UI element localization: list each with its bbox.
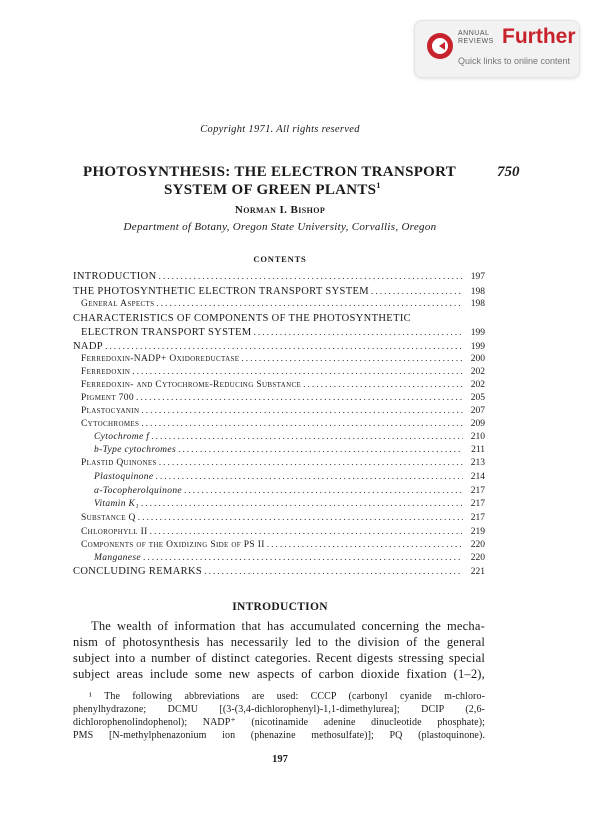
toc-entry[interactable]: Ferredoxin ..... 202 xyxy=(81,366,485,379)
toc-entry[interactable]: Chlorophyll II ..... 219 xyxy=(81,526,485,539)
body-text-line: subject areas include some new aspects of carbon dioxide fixation (1–2), xyxy=(73,667,485,681)
toc-entry[interactable]: Ferredoxin-NADP+ Oxidoreductase ..... 200 xyxy=(81,353,485,366)
footnote-line: ¹ The following abbreviations are used: CCCP (carbonyl cyanide m-chloro- xyxy=(89,691,485,702)
toc-entry[interactable]: NADP ..... 199 xyxy=(73,340,485,353)
toc-entry[interactable]: b-Type cytochromes ..... 211 xyxy=(94,444,485,457)
copyright-notice: Copyright 1971. All rights reserved xyxy=(200,124,360,135)
toc-entry[interactable]: Cytochrome f ..... 210 xyxy=(94,431,485,444)
toc-entry[interactable]: Plastoquinone ..... 214 xyxy=(94,471,485,484)
toc-entry[interactable]: INTRODUCTION ..... 197 xyxy=(73,270,485,283)
article-title-line-1: PHOTOSYNTHESIS: THE ELECTRON TRANSPORT xyxy=(83,164,457,180)
toc-entry[interactable]: Plastid Quinones ..... 213 xyxy=(81,457,485,470)
body-text-line: nism of photosynthesis has necessarily led to the division of the general xyxy=(73,635,485,649)
banner-publisher: ANNUAL REVIEWS xyxy=(458,30,494,45)
toc-entry[interactable]: General Aspects ..... 198 xyxy=(81,298,485,311)
body-text-line: subject into a number of distinct categories. Recent digests stressing special xyxy=(73,651,485,665)
footnote-line: PMS [N-methylphenazonium ion (phenazine methosulfate)]; PQ (plastoquinone). xyxy=(73,730,485,741)
footnote-line: dichlorophenolindophenol); NADP⁺ (nicotinamide adenine dinucleotide phosphate); xyxy=(73,717,485,728)
toc-entry[interactable]: Cytochromes ..... 209 xyxy=(81,418,485,431)
banner-title[interactable]: Further xyxy=(502,25,576,48)
article-code: 750 xyxy=(497,164,520,180)
footnote-line: phenylhydrazone; DCMU [(3-(3,4-dichlorophenyl)-1,1-dimethylurea]; DCIP (2,6- xyxy=(73,704,485,715)
banner-subtitle[interactable]: Quick links to online content xyxy=(458,56,571,66)
introduction-heading: INTRODUCTION xyxy=(232,601,328,613)
toc-entry[interactable]: THE PHOTOSYNTHETIC ELECTRON TRANSPORT SYSTEM ..... 198 xyxy=(73,285,485,298)
toc-entry[interactable]: Pigment 700 ..... 205 xyxy=(81,392,485,405)
toc-entry[interactable]: ELECTRON TRANSPORT SYSTEM ..... 199 xyxy=(81,326,485,339)
toc-entry[interactable]: CONCLUDING REMARKS ..... 221 xyxy=(73,565,485,578)
toc-entry[interactable]: α-Tocopherolquinone ..... 217 xyxy=(94,485,485,498)
page-number: 197 xyxy=(272,754,288,765)
further-banner[interactable] xyxy=(414,20,580,78)
article-title-line-2: SYSTEM OF GREEN PLANTS$^1$ xyxy=(164,181,381,198)
toc-entry[interactable]: Plastocyanin ..... 207 xyxy=(81,405,485,418)
toc-entry[interactable]: Ferredoxin- and Cytochrome-Reducing Substance ..... 202 xyxy=(81,379,485,392)
toc-entry[interactable]: Substance Q ..... 217 xyxy=(81,512,485,525)
toc-entry[interactable]: CHARACTERISTICS OF COMPONENTS OF THE PHOTOSYNTHETIC xyxy=(73,313,412,324)
body-text-line: The wealth of information that has accumulated concerning the mecha- xyxy=(91,619,485,633)
title-footnote-mark[interactable]: 1 xyxy=(376,181,381,190)
author-affiliation: Department of Botany, Oregon State University, Corvallis, Oregon xyxy=(123,221,437,233)
toc-entry[interactable]: Components of the Oxidizing Side of PS II ..... 220 xyxy=(81,539,485,552)
author-name: Norman I. Bishop xyxy=(234,204,326,216)
toc-entry[interactable]: Vitamin K₁ ..... 217 xyxy=(94,498,485,511)
contents-heading: CONTENTS xyxy=(253,254,307,264)
annual-reviews-logo-icon xyxy=(427,33,453,59)
toc-entry[interactable]: Manganese ..... 220 xyxy=(94,552,485,565)
